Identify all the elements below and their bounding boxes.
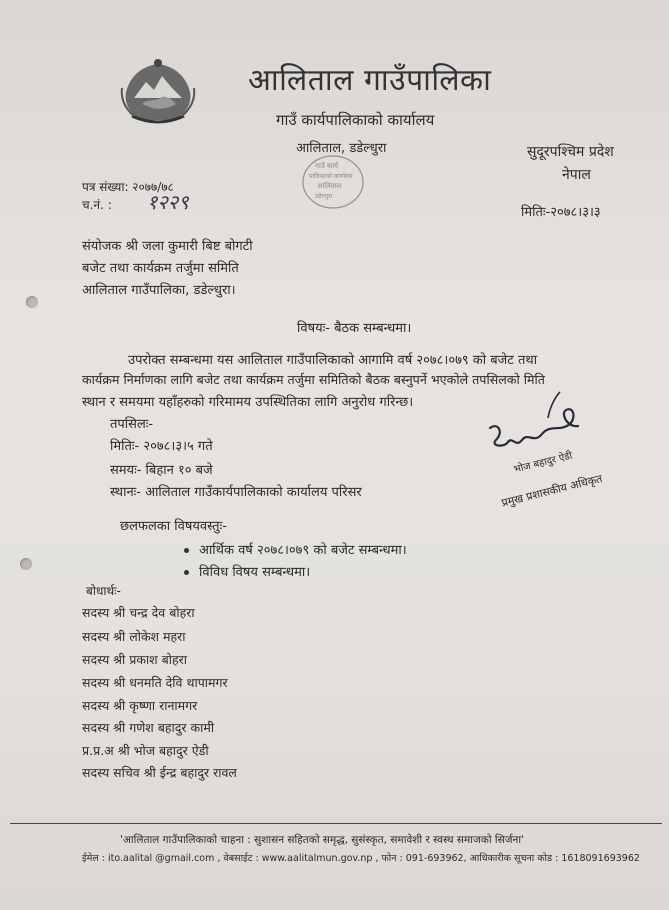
cc-member: सदस्य श्री प्रकाश बोहरा [82, 652, 188, 667]
office-address: आलिताल, डडेल्धुरा [296, 141, 387, 156]
footer-contact: ईमेल : ito.aalital @gmail.com , वेबसाईट : www.aalitalmun.gov.np , फोन : 091-693962, आधिकारीक सूचना कोड : 1618091693962 [82, 853, 640, 864]
cc-member: सदस्य श्री कृष्णा रानामगर [82, 698, 198, 713]
stamp-line: डडेल्धुरा [315, 193, 333, 200]
signatory-role: प्रमुख प्रशासकीय अधिकृत [500, 471, 604, 510]
letter-date: मितिः-२०७८।३।३ [521, 205, 601, 220]
agenda-title: छलफलका विषयवस्तुः- [120, 519, 227, 534]
footer-motto: 'आलिताल गाउँपालिकाको चाहना : सुशासन सहितको समृद्ध, सुसंस्कृत, समावेशी र स्वस्थ समाजको सिर्जना' [120, 834, 524, 846]
letter-subject: विषयः- बैठक सम्बन्धमा। [297, 321, 412, 336]
punch-hole-bottom [20, 558, 32, 570]
footer-divider [10, 823, 662, 824]
cc-member: सदस्य श्री धनमति देवि थापामगर [82, 675, 228, 690]
stamp-line: पालिकाको कार्यालय [309, 173, 353, 180]
meeting-date: मितिः- २०७८।३।५ गते [110, 439, 213, 454]
recipient-line: संयोजक श्री जला कुमारी बिष्ट बोगटी [82, 239, 253, 254]
recipient-line: बजेट तथा कार्यक्रम तर्जुमा समिति [82, 261, 239, 276]
bullet-icon [184, 570, 189, 575]
province-name: सुदूरपश्चिम प्रदेश [527, 144, 614, 160]
country-name: नेपाल [562, 167, 591, 183]
cc-member: सदस्य श्री चन्द्र देव बोहरा [82, 605, 195, 620]
body-line: स्थान र समयमा यहाँहरुको गरिमामय उपस्थितिका लागि अनुरोध गरिन्छ। [82, 395, 414, 410]
body-line: कार्यक्रम निर्माणका लागि बजेट तथा कार्यक्रम तर्जुमा समितिको बैठक बस्नुपर्ने भएकोले तपसिलको मिति [82, 372, 545, 387]
body-line: उपरोक्त सम्बन्धमा यस आलिताल गाउँपालिकाको आगामि वर्ष २०७८।०७९ को बजेट तथा [128, 353, 538, 368]
meeting-place: स्थानः- आलिताल गाउँकार्यपालिकाको कार्यालय परिसर [110, 485, 362, 500]
meeting-time: समयः- बिहान १० बजे [110, 463, 213, 478]
office-subtitle: गाउँ कार्यपालिकाको कार्यालय [276, 111, 435, 129]
recipient-line: आलिताल गाउँपालिका, डडेल्धुरा। [82, 283, 236, 298]
letter-number: पत्र संख्या: २०७७/७८ [82, 180, 174, 194]
stamp-line: गाउँ कार्य [315, 162, 339, 170]
dispatch-number-handwritten: १२२९ [147, 190, 189, 214]
cc-member: प्र.प्र.अ श्री भोज बहादुर ऐडी [82, 743, 209, 758]
agenda-item-text: विविध विषय सम्बन्धमा। [199, 565, 311, 580]
signatory-name: भोज बहादुर ऐडी [512, 450, 574, 476]
office-title: आलिताल गाउँपालिका [248, 63, 492, 98]
details-heading: तपसिलः- [110, 417, 154, 432]
agenda-item [184, 540, 407, 558]
cc-title: बोधार्थः- [86, 584, 121, 598]
stamp-line: आलिताल [317, 182, 342, 190]
dispatch-label: च.नं. : [82, 198, 112, 212]
cc-member: सदस्य सचिव श्री ईन्द्र बहादुर रावल [82, 765, 237, 780]
agenda-item-text: आर्थिक वर्ष २०७८।०७९ को बजेट सम्बन्धमा। [199, 543, 407, 558]
office-stamp-icon [297, 150, 375, 214]
punch-hole-top [26, 296, 38, 308]
cc-member: सदस्य श्री लोकेश महरा [82, 629, 186, 644]
cc-member: सदस्य श्री गणेश बहादुर कामी [82, 720, 215, 735]
agenda-item [184, 562, 310, 580]
nepal-emblem-icon [112, 58, 204, 128]
bullet-icon [184, 548, 189, 553]
